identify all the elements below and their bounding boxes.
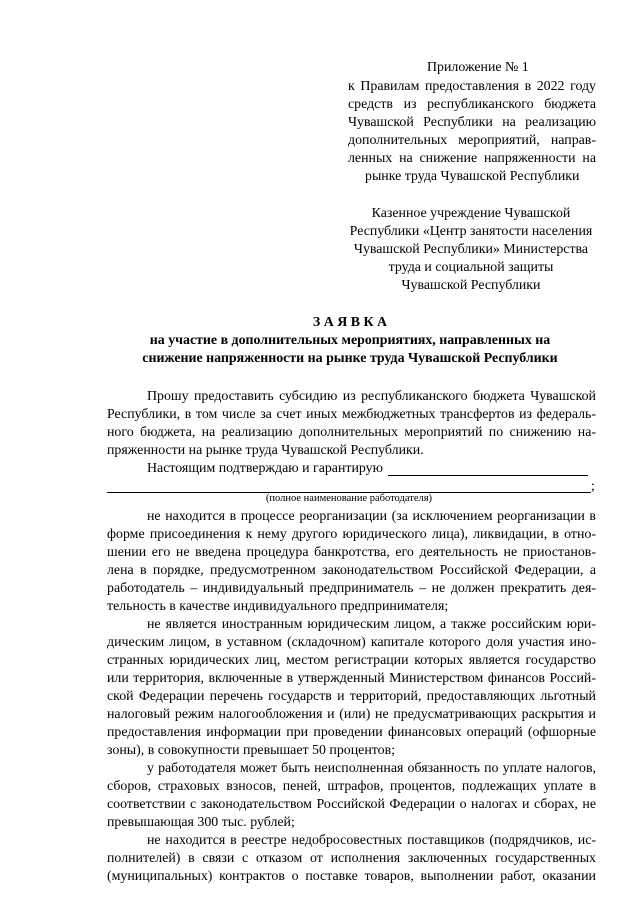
field-caption: (полное наименование работодателя) <box>265 493 433 504</box>
confirm-text: Настоящим подтверждаю и гарантирую <box>147 461 383 476</box>
clause-line: шении его не введена процедура банкротства, его деятельность не приостанов- <box>107 545 596 560</box>
clause-line: у работодателя может быть неисполненная обязанность по уплате налогов, <box>147 761 596 776</box>
clause-line: полнителей) в связи с отказом от исполнения заключенных государственных <box>107 851 596 866</box>
appendix-number: Приложение № 1 <box>427 60 529 75</box>
employer-name-blank-line <box>388 475 588 476</box>
clause-line: странных юридических лиц, местом регистрации которых является государство <box>107 653 596 668</box>
intro-line: Прошу предоставить субсидию из республиканского бюджета Чувашской <box>147 389 596 404</box>
clause-line: лена в порядке, предусмотренном законодательством Российской Федерации, а <box>107 563 596 578</box>
intro-line: Республики, в том числе за счет иных межбюджетных трансфертов из федераль- <box>107 407 596 422</box>
clause-line: ской Федерации перечень государств и территорий, предоставляющих льготный <box>107 689 596 704</box>
addressee-line: Республики «Центр занятости населения <box>349 224 593 239</box>
appendix-line: рынке труда Чувашской Республики <box>365 169 580 184</box>
clause-line: не является иностранным юридическим лицом, а также российским юри- <box>147 617 596 632</box>
document-subtitle: на участие в дополнительных мероприятиях, направленных на <box>149 333 551 348</box>
line-end-semicolon: ; <box>591 479 595 494</box>
addressee-line: Чувашской Республики <box>401 278 541 293</box>
clause-line: не находится в процессе реорганизации (за исключением реорганизации в <box>147 509 596 524</box>
addressee-line: Казенное учреждение Чувашской <box>371 206 571 221</box>
addressee-line: Чувашской Республики» Министерства <box>353 242 589 257</box>
intro-line: ного бюджета, на реализацию дополнительных мероприятий по снижению на- <box>107 425 596 440</box>
appendix-line: к Правилам предоставления в 2022 году <box>348 79 596 94</box>
document-title: З А Я В К А <box>312 315 388 330</box>
appendix-line: дополнительных мероприятий, направ- <box>348 133 596 148</box>
clause-line: работодатель – индивидуальный предприниматель – не должен прекратить дея- <box>107 581 596 596</box>
clause-line: дическим лицом, в уставном (складочном) капитале которого доля участия ино- <box>107 635 596 650</box>
clause-line: соответствии с законодательством Российской Федерации о налогах и сборах, не <box>107 797 596 812</box>
clause-line: сборов, страховых взносов, пеней, штрафов, процентов, подлежащих уплате в <box>107 779 596 794</box>
clause-line: или территория, включенные в утвержденный Министерством финансов Россий- <box>107 671 596 686</box>
clause-line: зоны), в совокупности превышает 50 процентов; <box>107 743 396 758</box>
clause-line: не находится в реестре недобросовестных поставщиков (подрядчиков, ис- <box>147 833 596 848</box>
appendix-line: Чувашской Республики на реализацию <box>348 115 596 130</box>
clause-line: (муниципальных) контрактов о поставке товаров, выполнении работ, оказании <box>107 869 596 884</box>
clause-line: превышающая 300 тыс. рублей; <box>107 815 295 830</box>
document-subtitle: снижение напряженности на рынке труда Чувашской Республики <box>142 351 558 366</box>
clause-line: тельность в качестве индивидуального предпринимателя; <box>107 599 449 614</box>
appendix-line: ленных на снижение напряженности на <box>348 151 596 166</box>
clause-line: предоставления информации при проведении финансовых операций (офшорные <box>107 725 596 740</box>
addressee-line: труда и социальной защиты <box>388 260 554 275</box>
clause-line: форме присоединения к нему другого юридического лица), ликвидации, в отно- <box>107 527 596 542</box>
intro-line: пряженности на рынке труда Чувашской Республики. <box>107 443 424 458</box>
appendix-line: средств из республиканского бюджета <box>348 97 596 112</box>
clause-line: налоговый режим налогообложения и (или) не предусматривающих раскрытия и <box>107 707 596 722</box>
